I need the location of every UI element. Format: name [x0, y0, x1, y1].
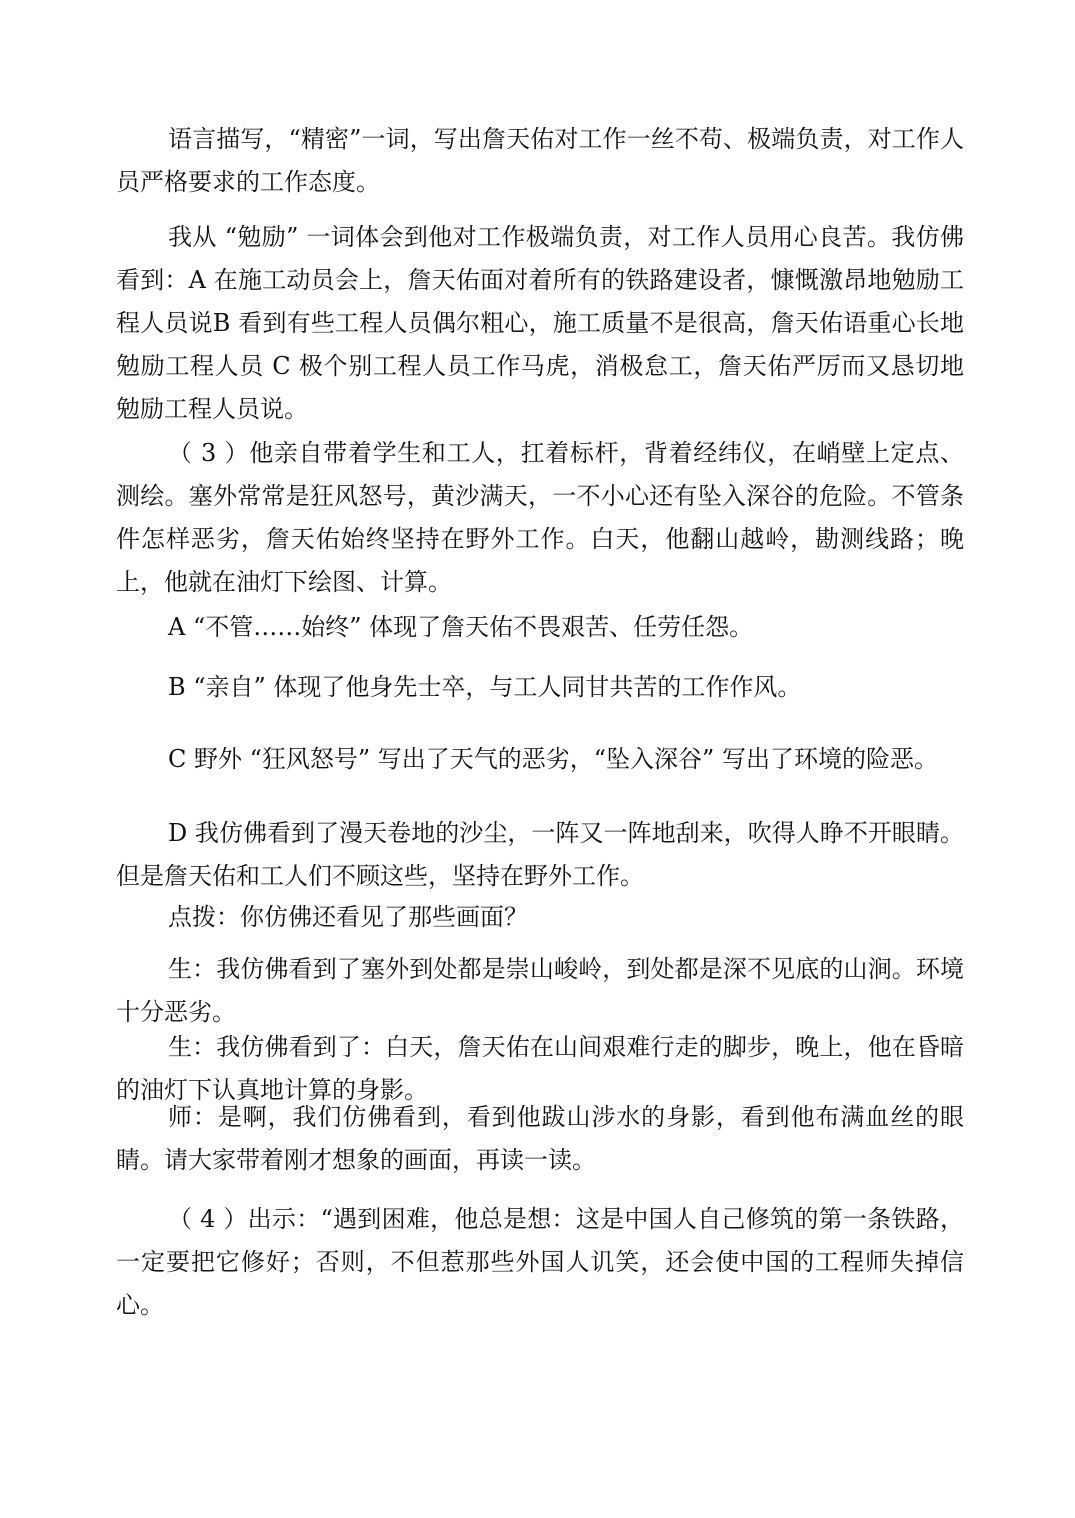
paragraph-teacher: 师：是啊，我们仿佛看到，看到他跋山涉水的身影，看到他布满血丝的眼睛。请大家带着刚才想象的画面，再读一读。	[116, 1103, 964, 1174]
paragraph-student-2: 生：我仿佛看到了：白天，詹天佑在山间艰难行走的脚步，晚上，他在昏暗的油灯下认真地计算的身影。	[116, 1033, 964, 1104]
paragraph-option-c: C 野外 “狂风怒号” 写出了天气的恶劣，“坠入深谷” 写出了环境的险恶。	[168, 745, 938, 773]
paragraph-option-a: A “不管……始终” 体现了詹天佑不畏艰苦、任劳任怨。	[168, 613, 754, 641]
paragraph-option-d: D 我仿佛看到了漫天卷地的沙尘，一阵又一阵地刮来，吹得人睁不开眼睛。但是詹天佑和工人们不顾这些，坚持在野外工作。	[116, 819, 964, 890]
paragraph-section-3: （ 3 ）他亲自带着学生和工人，扛着标杆，背着经纬仪，在峭壁上定点、测绘。塞外常常是狂风怒号，黄沙满天，一不小心还有坠入深谷的危险。不管条件怎样恶劣，詹天佑始终坚持在野外工作。白天，他翻山越岭，勘测线路；晚上，他就在油灯下绘图、计算。	[116, 439, 964, 596]
paragraph-student-1: 生：我仿佛看到了塞外到处都是崇山峻岭，到处都是深不见底的山涧。环境十分恶劣。	[116, 955, 964, 1026]
paragraph-language-description: 语言描写，“精密”一词，写出詹天佑对工作一丝不苟、极端负责，对工作人员严格要求的工作态度。	[116, 125, 964, 196]
paragraph-section-4: （ 4 ）出示：“遇到困难，他总是想：这是中国人自己修筑的第一条铁路，一定要把它修好；否则，不但惹那些外国人讥笑，还会使中国的工程师失掉信心。	[116, 1205, 964, 1319]
paragraph-option-b: B “亲自” 体现了他身先士卒，与工人同甘共苦的工作作风。	[168, 673, 802, 701]
paragraph-encourage: 我从 “勉励” 一词体会到他对工作极端负责，对工作人员用心良苦。我仿佛看到：A 在施工动员会上，詹天佑面对着所有的铁路建设者，慷慨激昂地勉励工程人员说B 看到有些工程人员偶尔粗心，施工质量不是很高，詹天佑语重心长地勉励工程人员 C 极个别工程人员工作马虎，消极怠工，詹天佑严厉而又恳切地勉励工程人员说。	[116, 223, 964, 423]
paragraph-hint: 点拨：你仿佛还看见了那些画面？	[168, 903, 528, 931]
